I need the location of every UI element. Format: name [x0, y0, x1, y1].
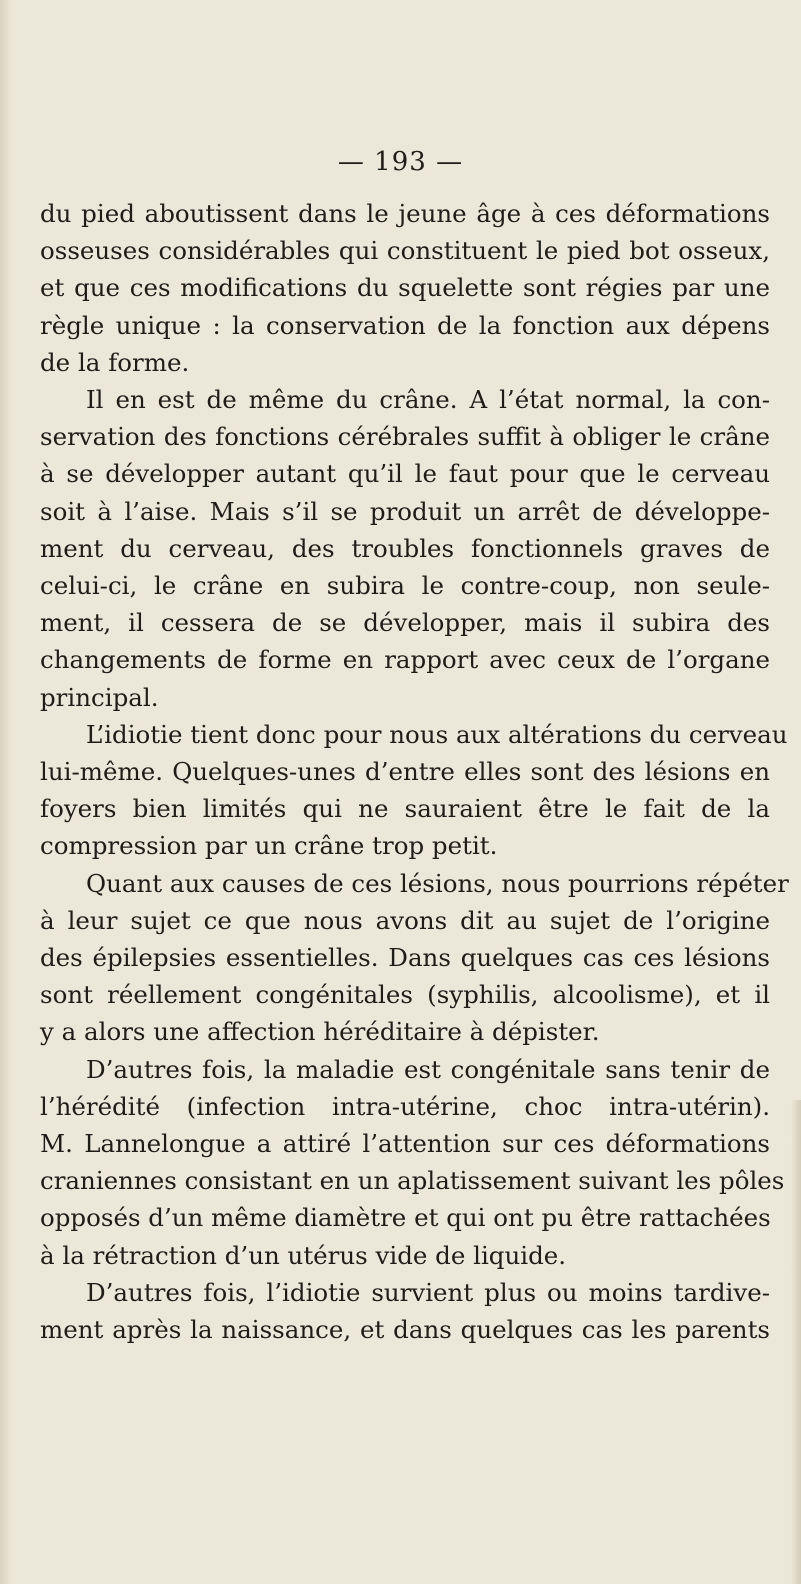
page-gutter-shadow: [0, 0, 12, 1584]
text-line: principal.: [40, 682, 159, 712]
text-line: changements de forme en rapport avec ceux de l’organe: [40, 645, 770, 675]
text-line: de la forme.: [40, 347, 190, 377]
page-number: — 193 —: [337, 147, 464, 177]
body-text: [40, 195, 789, 1348]
text-line: ment du cerveau, des troubles fonctionnels graves de: [40, 533, 770, 563]
text-line: sont réellement congénitales (syphilis, alcoolisme), et il: [40, 980, 770, 1010]
text-line: ment après la naissance, et dans quelques cas les parents: [40, 1315, 770, 1345]
text-line: l’hérédité (infection intra-utérine, choc intra-utérin).: [40, 1091, 770, 1121]
text-line: Quant aux causes de ces lésions, nous pourrions répéter: [86, 868, 789, 898]
text-line: y a alors une affection héréditaire à dépister.: [40, 1017, 600, 1047]
text-line: servation des fonctions cérébrales suffit à obliger le crâne: [40, 422, 770, 452]
text-line: ment, il cessera de se développer, mais il subira des: [40, 608, 770, 638]
text-line: du pied aboutissent dans le jeune âge à ces déformations: [40, 199, 770, 228]
text-line: à la rétraction d’un utérus vide de liquide.: [40, 1240, 567, 1270]
text-line: lui-même. Quelques-unes d’entre elles sont des lésions en: [40, 757, 770, 787]
text-line: et que ces modifications du squelette sont régies par une: [40, 273, 770, 303]
text-line: celui-ci, le crâne en subira le contre-coup, non seule-: [40, 571, 770, 601]
text-line: à se développer autant qu’il le faut pour que le cerveau: [40, 459, 770, 489]
text-line: M. Lannelongue a attiré l’attention sur ces déformations: [40, 1129, 770, 1159]
text-line: D’autres fois, la maladie est congénitale sans tenir de: [86, 1054, 770, 1084]
text-line: Il en est de même du crâne. A l’état normal, la con-: [86, 385, 770, 415]
text-line: compression par un crâne trop petit.: [40, 831, 498, 861]
page-edge-shadow: [791, 1100, 801, 1584]
text-line: opposés d’un même diamètre et qui ont pu être rattachées: [40, 1203, 771, 1233]
text-line: soit à l’aise. Mais s’il se produit un arrêt de développe-: [40, 496, 770, 526]
text-line: foyers bien limités qui ne sauraient être le fait de la: [40, 794, 770, 824]
text-line: L’idiotie tient donc pour nous aux altérations du cerveau: [86, 719, 788, 749]
text-line: osseuses considérables qui constituent le pied bot osseux,: [40, 236, 770, 266]
text-line: règle unique : la conservation de la fonction aux dépens: [40, 310, 770, 340]
text-line: à leur sujet ce que nous avons dit au sujet de l’origine: [40, 905, 770, 935]
text-line: craniennes consistant en un aplatissement suivant les pôles: [40, 1166, 785, 1196]
text-line: des épilepsies essentielles. Dans quelques cas ces lésions: [40, 943, 770, 973]
text-line: D’autres fois, l’idiotie survient plus ou moins tardive-: [86, 1277, 770, 1307]
